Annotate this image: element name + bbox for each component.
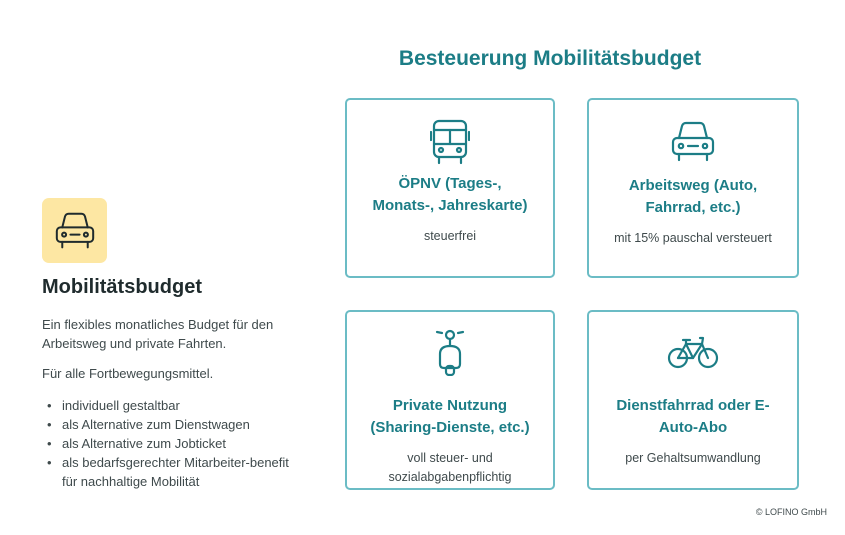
- card-title: Dienstfahrrad oder E-Auto-Abo: [616, 397, 770, 436]
- card-desc: voll steuer- und sozialabgabenpflichtig: [388, 451, 512, 484]
- bus-icon: [430, 117, 470, 167]
- card-desc: mit 15% pauschal versteuert: [614, 231, 772, 245]
- subheading-text: Für alle Fortbewegungsmittel.: [42, 366, 214, 381]
- list-item: • als Alternative zum Jobticket: [42, 434, 332, 453]
- feature-list: [42, 396, 332, 491]
- copyright-text: © LOFINO GmbH: [755, 507, 827, 517]
- card-arbeitsweg: [587, 98, 799, 278]
- card-private-nutzung: [345, 310, 555, 490]
- list-item: • als bedarfsgerechter Mitarbeiter-benefit für nachhaltige Mobilität: [42, 453, 297, 491]
- car-icon: [669, 117, 717, 167]
- card-oepnv: [345, 98, 555, 278]
- card-desc: steuerfrei: [423, 229, 477, 243]
- bicycle-icon: [667, 327, 719, 377]
- car-icon: [53, 211, 97, 251]
- card-desc: per Gehaltsumwandlung: [625, 451, 761, 465]
- intro-text: Ein flexibles monatliches Budget für den Arbeitsweg und private Fahrten.: [42, 317, 274, 351]
- page-title: Besteuerung Mobilitätsbudget: [398, 47, 702, 70]
- list-item: • individuell gestaltbar: [42, 396, 332, 415]
- card-title: ÖPNV (Tages-, Monats-, Jahreskarte): [372, 175, 528, 214]
- list-item: • als Alternative zum Dienstwagen: [42, 415, 332, 434]
- scooter-icon: [433, 327, 467, 377]
- card-dienstfahrrad: [587, 310, 799, 490]
- card-title: Private Nutzung (Sharing-Dienste, etc.): [370, 397, 530, 436]
- car-icon-badge: [42, 198, 107, 263]
- section-title: Mobilitätsbudget: [42, 276, 202, 298]
- card-title: Arbeitsweg (Auto, Fahrrad, etc.): [628, 177, 758, 216]
